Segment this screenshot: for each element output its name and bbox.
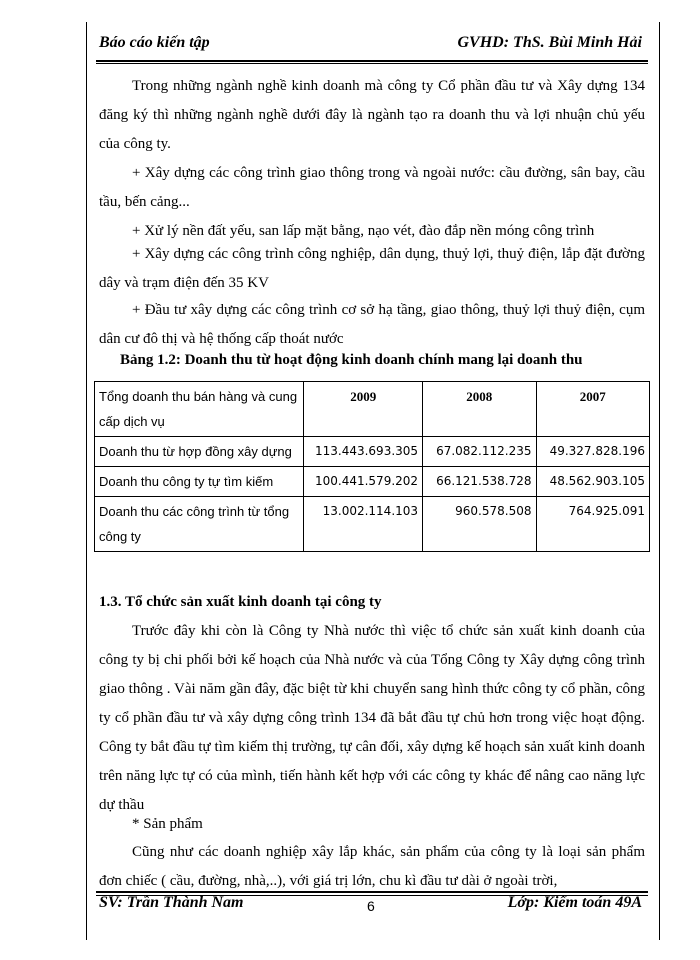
page-header xyxy=(99,34,646,56)
intro-paragraph: Trong những ngành nghề kinh doanh mà công ty Cổ phần đầu tư và Xây dựng 134 đăng ký thì những ngành nghề dưới đây là ngành tạo ra doanh thu và lợi nhuận chủ yếu của công ty. xyxy=(99,78,645,152)
cell-2009: 100.441.579.202 xyxy=(304,467,423,497)
cell-2007: 49.327.828.196 xyxy=(536,437,650,467)
table-row xyxy=(95,437,650,467)
footer-class: Lớp: Kiểm toán 49A xyxy=(507,894,642,911)
cell-2008: 67.082.112.235 xyxy=(423,437,536,467)
table-header-label: Tổng doanh thu bán hàng và cung cấp dịch vụ xyxy=(95,382,304,437)
cell-2009: 113.443.693.305 xyxy=(304,437,423,467)
table-row xyxy=(95,497,650,552)
footer-student: SV: Trần Thành Nam xyxy=(99,894,244,911)
header-report-title: Báo cáo kiến tập xyxy=(99,34,210,51)
subheading-products: * Sản phẩm xyxy=(132,816,203,832)
section-paragraph: Trước đây khi còn là Công ty Nhà nước thì việc tổ chức sản xuất kinh doanh của công ty bị chi phối bởi kế hoạch của Nhà nước và của Tổng Công ty Xây dựng công trình giao thông . Vài năm gần đây, đặc biệt từ khi chuyển sang hình thức công ty cổ phần, công ty cổ phần đầu tư và xây dựng công trình 134 đã bắt đầu tự chủ hơn trong việc hoạt động. Công ty bắt đầu tự tìm kiếm thị trường, tự cân đối, xây dựng kế hoạch sản xuất kinh doanh trên năng lực tự có của mình, tiến hành kết hợp với các công ty khác để nâng cao năng lực dự thầu xyxy=(99,623,645,813)
row-label: Doanh thu từ hợp đồng xây dựng xyxy=(95,437,304,467)
footer-divider xyxy=(96,891,648,893)
table-caption: Bảng 1.2: Doanh thu từ hoạt động kinh doanh chính mang lại doanh thu xyxy=(120,352,583,368)
column-header-2009: 2009 xyxy=(304,382,423,437)
products-paragraph: Cũng như các doanh nghiệp xây lắp khác, sản phẩm của công ty là loại sản phẩm đơn chiếc ( cầu, đường, nhà,..), với giá trị lớn, chu kì đầu tư dài ở ngoài trời, xyxy=(99,844,645,889)
cell-2009: 13.002.114.103 xyxy=(304,497,423,552)
column-header-2007: 2007 xyxy=(536,382,650,437)
bullet-item: + Xử lý nền đất yếu, san lấp mặt bằng, nạo vét, đào đắp nền móng công trình xyxy=(132,223,595,239)
table-row xyxy=(95,467,650,497)
cell-2008: 960.578.508 xyxy=(423,497,536,552)
header-divider-thin xyxy=(96,63,648,64)
bullet-item: + Xây dựng các công trình công nghiệp, dân dụng, thuỷ lợi, thuỷ điện, lắp đặt đường dây và trạm điện đến 35 KV xyxy=(99,246,645,291)
table-header-row xyxy=(95,382,650,437)
header-supervisor: GVHD: ThS. Bùi Minh Hải xyxy=(457,34,642,51)
bullet-item: + Đầu tư xây dựng các công trình cơ sở hạ tầng, giao thông, thuỷ lợi thuỷ điện, cụm dân cư đô thị và hệ thống cấp thoát nước xyxy=(99,302,645,347)
revenue-table xyxy=(94,381,650,552)
cell-2007: 48.562.903.105 xyxy=(536,467,650,497)
header-divider xyxy=(96,60,648,62)
column-header-2008: 2008 xyxy=(423,382,536,437)
bullet-item: + Xây dựng các công trình giao thông trong và ngoài nước: cầu đường, sân bay, cầu tầu, bến cảng... xyxy=(99,165,645,210)
cell-2007: 764.925.091 xyxy=(536,497,650,552)
cell-2008: 66.121.538.728 xyxy=(423,467,536,497)
page-footer xyxy=(99,894,646,916)
page-number: 6 xyxy=(367,898,375,914)
section-heading: 1.3. Tổ chức sản xuất kinh doanh tại công ty xyxy=(99,594,382,610)
row-label: Doanh thu các công trình từ tổng công ty xyxy=(95,497,304,552)
row-label: Doanh thu công ty tự tìm kiếm xyxy=(95,467,304,497)
